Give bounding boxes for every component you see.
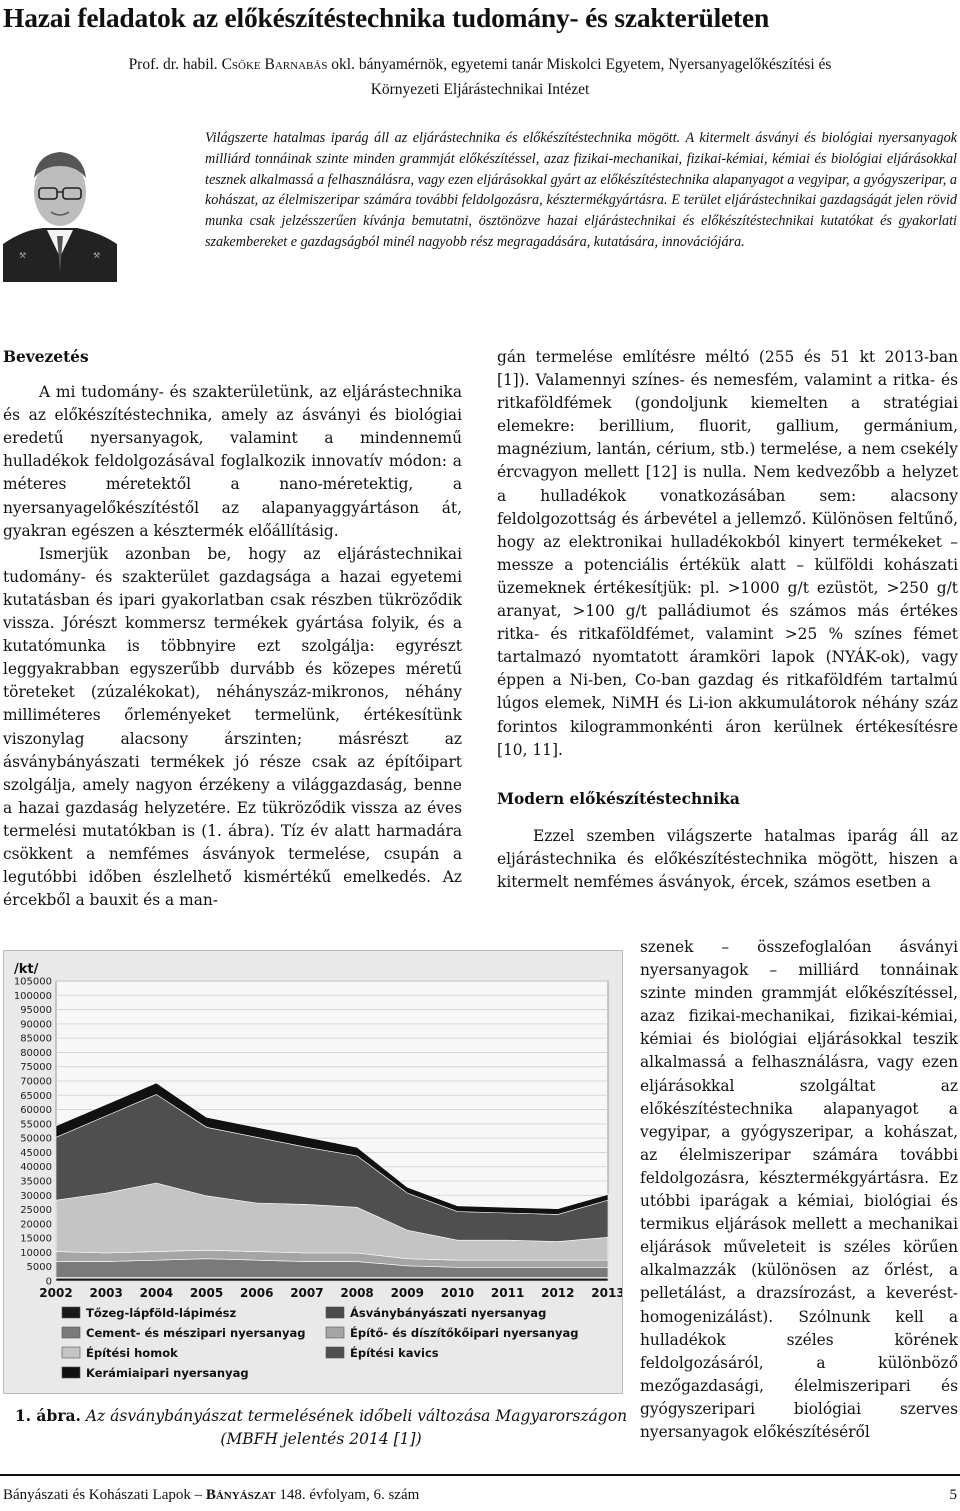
y-tick-label: 55000 (20, 1119, 52, 1131)
legend-swatch (326, 1307, 344, 1318)
page-number: 5 (949, 1487, 957, 1503)
y-tick-label: 105000 (13, 976, 52, 988)
figure-caption (3, 1404, 639, 1451)
y-tick-label: 35000 (20, 1176, 52, 1188)
x-tick-label: 2002 (39, 1286, 73, 1300)
y-tick-label: 65000 (20, 1090, 52, 1102)
y-tick-label: 0 (45, 1276, 52, 1288)
paragraph: gán termelése említésre méltó (255 és 51 kt 2013-ban [1]). Valamennyi színes- és nemesfém, valamint a ritka- és ritkaföldfémek (gondoljunk kiemelten a stratégiai elemekre: berillium, fluorit, gallium, germánium, magnézium, lantán, cérium, stb.) termelése, a nem csekély ércvagyon mellett [12] is nulla. Nem kedvezőbb a helyzet a hulladékok vonatkozásában sem: alacsony feldolgozottság és árbevétel a jellemző. Különösen feltűnő, hogy az elektronikai hulladékokból kinyert termékeket – messze a potenciális értékük alatt – külföldi kohászati üzemeknek értékesítjük: pl. >1000 g/t ezüstöt, >250 g/t aranyat, >100 g/t palládiumot és számos más értékes ritka- és ritkaföldfémet, valamint >25 % színes fémet tartalmazó nyomtatott áramköri lapok (NYÁK-ok), vagy éppen a Ni-ben, Co-ban gazdag és ritkaföldfém tartalmú lúgos elemek, NiMH és Li-ion akkumulátorok néhány száz forintos kilogrammonkénti áron kerülnek értékesítésre [10, 11]. (497, 348, 958, 759)
page-footer (3, 1487, 957, 1504)
author-prefix: Prof. dr. habil. (128, 56, 222, 73)
y-tick-label: 10000 (20, 1247, 52, 1259)
x-tick-label: 2011 (490, 1286, 525, 1300)
y-tick-label: 25000 (20, 1205, 52, 1217)
y-tick-label: 50000 (20, 1133, 52, 1145)
journal-section: Bányászat (205, 1487, 276, 1503)
article-title: Hazai feladatok az előkészítéstechnika tudomány- és szakterületen (3, 2, 770, 33)
y-tick-label: 100000 (13, 990, 52, 1002)
y-tick-label: 85000 (20, 1033, 52, 1045)
y-tick-label: 5000 (26, 1262, 52, 1274)
legend-label: Építési kavics (350, 1346, 439, 1360)
author-affiliation (0, 52, 960, 102)
svg-text:⚒: ⚒ (93, 251, 101, 260)
y-tick-label: 40000 (20, 1162, 52, 1174)
y-tick-label: 80000 (20, 1047, 52, 1059)
right-column (497, 346, 958, 894)
legend-swatch (62, 1307, 80, 1318)
y-tick-label: 75000 (20, 1062, 52, 1074)
x-tick-label: 2004 (139, 1286, 174, 1300)
legend-swatch (62, 1367, 80, 1378)
section-heading-intro: Bevezetés (3, 348, 89, 366)
legend-swatch (326, 1327, 344, 1338)
legend-label: Cement- és mészipari nyersanyag (86, 1326, 306, 1340)
author-photo (3, 132, 117, 282)
caption-text: Az ásványbányászat termelésének időbeli változása Magyarországon (80, 1407, 628, 1425)
x-tick-label: 2013 (591, 1286, 622, 1300)
legend-label: Tőzeg-lápföld-lápimész (86, 1306, 237, 1320)
y-tick-label: 20000 (20, 1219, 52, 1231)
legend-label: Kerámiaipari nyersanyag (86, 1366, 249, 1380)
y-tick-label: 90000 (20, 1019, 52, 1031)
x-tick-label: 2008 (340, 1286, 374, 1300)
paragraph: Ismerjük azonban be, hogy az eljárástechnikai tudomány- és szakterület gazdagsága a hazai egyetemi kutatásban és ipari gyakorlatban csak részben tükröződik vissza. Jórészt kommersz termékek gyártása folyik, és a kutatómunka is többnyire ezt szolgálja: egyrészt leggyakrabban egyszerűbb durvább és közepes méretű töreteket (zúzalékokat), néhányszáz-mikronos, néhány milliméteres őrleményeket termelünk, értékesítünk viszonylag alacsony árszinten; másrészt az ásványbányászati termékek jó része csak az építőipart szolgálja, amely nagyon érzékeny a világgazdaság, benne a hazai gazdaság helyzetére. Ez tükröződik vissza az éves termelési mutatókban is (1. ábra). Tíz év alatt harmadára csökkent a nemfémes ásványok termelése, csupán a legutóbbi időben észlelhető kismértékű emelkedés. Az ércekből a bauxit és a man- (3, 544, 462, 910)
footer-rule (0, 1474, 960, 1476)
abstract-text: Világszerte hatalmas iparág áll az eljárástechnika és előkészítéstechnika mögött. A kitermelt ásványi és biológiai nyersanyagok milliárd tonnáinak szinte minden grammját előkészítéssel, azaz fizikai-mechanikai, fizikai-kémiai, kémiai és biológiai eljárásokkal tesznek alkalmassá a felhasználásra, vagy ezen eljárásokkal gyárt az előkészítéstechnika alapanyagot a vegyipar, a gyógyszeripar, a kohászat, az élelmiszeripar számára további feldolgozásra, késztermékgyártásra. E terület eljárástechnikai gazdagságát jelen rövid munka csak jelzésszerűen kívánja bemutatni, ösztönözve hazai eljárástechnikai és előkészítéstechnikai kutatókat és gyakorlati szakembereket e gazdagságból minél nagyobb rész megragadására, kutatására, innovációjára. (205, 130, 957, 250)
x-tick-label: 2012 (541, 1286, 575, 1300)
right-column-continued (640, 936, 958, 1444)
journal-name: Bányászati és Kohászati Lapok – (3, 1487, 206, 1503)
caption-source: (MBFH jelentés 2014 [1]) (220, 1430, 422, 1448)
left-column (3, 346, 462, 912)
y-tick-label: 30000 (20, 1190, 52, 1202)
x-tick-label: 2003 (89, 1286, 123, 1300)
abstract (175, 128, 957, 253)
paragraph: A mi tudomány- és szakterületünk, az eljárástechnika és az előkészítéstechnika, amely az ásványi és biológiai eredetű nyersanyagok, valamint a mindennemű hulladékok feldolgozásával foglalkozik innovatív módon: a méteres méretektől a nano-méretektig, a nyersanyagelőkészítéstől az alapanyaggyártáson át, gyakran egészen a késztermék előállításig. (3, 383, 462, 540)
series-area (56, 1278, 608, 1281)
author-suffix: okl. bányamérnök, egyetemi tanár Miskolci Egyetem, Nyersanyagelőkészítési és (327, 56, 832, 73)
paragraph: szenek – összefoglalóan ásványi nyersanyagok – milliárd tonnáinak szinte minden grammját előkészítéssel, azaz fizikai-mechanikai, fizikai-kémiai, kémiai és biológiai eljárásokkal teszik alkalmassá a felhasználásra, vagy ezen eljárásokkal szolgáltat az előkészítéstechnika alapanyagot a vegyipar, a gyógyszeripar, a kohászat, az élelmiszeripar számára további feldolgozásra, késztermékgyártásra. Ez utóbbi iparágak a kémiai, biológiai és termikus eljárások mellett a mechanikai eljárások műveleteit is széles körűen alkalmazzák (különösen az őrlést, a pelletálást, a drazsírozást, a keverést-homogenizálást). Szólnunk kell a hulladékok széles körének feldolgozásáról, a különböző mezőgazdasági, élelmiszeripari és gyógyszeripari biológiai szerves nyersanyagok előkészítéséről (640, 938, 958, 1441)
author-name: Csőke Barnabás (221, 56, 328, 73)
figure-chart (3, 950, 623, 1394)
x-tick-label: 2009 (390, 1286, 424, 1300)
legend-swatch (62, 1347, 80, 1358)
y-tick-label: 15000 (20, 1233, 52, 1245)
x-tick-label: 2007 (290, 1286, 324, 1300)
caption-label: 1. ábra. (14, 1406, 81, 1425)
legend-label: Ásványbányászati nyersanyag (350, 1306, 547, 1320)
legend-label: Építő- és díszítőkőipari nyersanyag (350, 1326, 579, 1340)
x-tick-label: 2005 (189, 1286, 224, 1300)
x-tick-label: 2010 (440, 1286, 475, 1300)
svg-text:⚒: ⚒ (19, 251, 27, 260)
legend-swatch (62, 1327, 80, 1338)
y-tick-label: 70000 (20, 1076, 52, 1088)
area-chart (4, 951, 622, 1393)
journal-issue: 148. évfolyam, 6. szám (275, 1487, 420, 1503)
section-heading-modern: Modern előkészítéstechnika (497, 789, 740, 808)
paragraph: Ezzel szemben világszerte hatalmas iparág áll az eljárástechnika és előkészítéstechnika mögött, hiszen a kitermelt nemfémes ásványok, ércek, számos esetben a (497, 826, 958, 891)
y-axis-label: /kt/ (14, 962, 39, 977)
y-tick-label: 60000 (20, 1105, 52, 1117)
affiliation-line: Környezeti Eljárástechnikai Intézet (370, 81, 590, 98)
legend-label: Építési homok (86, 1346, 178, 1360)
legend-swatch (326, 1347, 344, 1358)
y-tick-label: 95000 (20, 1005, 52, 1017)
y-tick-label: 45000 (20, 1147, 52, 1159)
x-tick-label: 2006 (240, 1286, 274, 1300)
